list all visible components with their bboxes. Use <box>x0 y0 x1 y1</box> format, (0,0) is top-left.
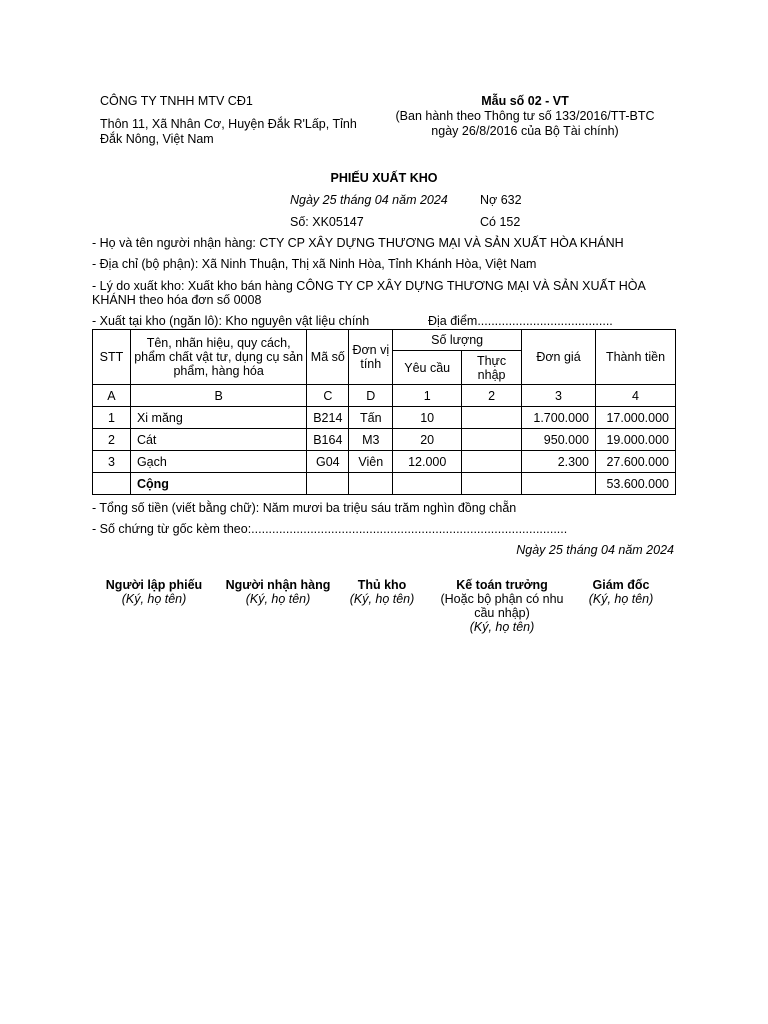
total-in-words: - Tổng số tiền (viết bằng chữ): Năm mươi ba triệu sáu trăm nghìn đồng chẵn <box>92 501 517 515</box>
cell-unit: Viên <box>349 451 393 473</box>
cell-stt: 2 <box>93 429 131 451</box>
header-unit: Đơn vị tính <box>349 330 393 385</box>
signature-sub-note: (Hoặc bộ phận có nhu cầu nhập) <box>440 592 564 620</box>
total-label: Cộng <box>130 473 306 495</box>
signature-director <box>580 578 662 606</box>
form-header <box>380 94 670 139</box>
cell-amount: 17.000.000 <box>595 407 675 429</box>
cell-qty-requested: 12.000 <box>393 451 462 473</box>
signature-role: Người nhận hàng <box>225 578 331 592</box>
address-line: - Địa chỉ (bộ phận): Xã Ninh Thuận, Thị xã Ninh Hòa, Tỉnh Khánh Hòa, Việt Nam <box>92 257 537 271</box>
goods-table <box>92 329 676 495</box>
cell-stt: 3 <box>93 451 131 473</box>
receiver-line: - Họ và tên người nhận hàng: CTY CP XÂY DỰNG THƯƠNG MẠI VÀ SẢN XUẤT HÒA KHÁNH <box>92 236 624 250</box>
form-regulation-date: ngày 26/8/2016 của Bộ Tài chính) <box>431 124 619 138</box>
cell-unit-price: 1.700.000 <box>522 407 596 429</box>
document-number: Số: XK05147 <box>290 215 364 229</box>
form-regulation: (Ban hành theo Thông tư số 133/2016/TT-BTC <box>395 109 655 123</box>
signature-note: (Ký, họ tên) <box>245 592 311 606</box>
index-cell: 2 <box>462 385 522 407</box>
cell-stt: 1 <box>93 407 131 429</box>
total-amount: 53.600.000 <box>595 473 675 495</box>
signing-date: Ngày 25 tháng 04 năm 2024 <box>516 543 674 557</box>
signature-storekeeper <box>342 578 422 606</box>
form-number: Mẫu số 02 - VT <box>481 94 569 108</box>
cell-unit: M3 <box>349 429 393 451</box>
signature-chief-accountant <box>432 578 572 634</box>
cell-item-name: Xi măng <box>130 407 306 429</box>
header-amount: Thành tiền <box>595 330 675 385</box>
document-title: PHIẾU XUẤT KHO <box>330 171 438 185</box>
cell-unit: Tấn <box>349 407 393 429</box>
signature-note: (Ký, họ tên) <box>588 592 654 606</box>
reason-line: - Lý do xuất kho: Xuất kho bán hàng CÔNG TY CP XÂY DỰNG THƯƠNG MẠI VÀ SẢN XUẤT HÒA KHÁNH theo hóa đơn số 0008 <box>92 279 646 307</box>
index-cell: 1 <box>393 385 462 407</box>
cell-item-name: Gạch <box>130 451 306 473</box>
index-cell: 3 <box>522 385 596 407</box>
cell-code: B164 <box>307 429 349 451</box>
cell-item-name: Cát <box>130 429 306 451</box>
table-header-row <box>93 330 676 351</box>
table-total-row <box>93 473 676 495</box>
cell-code: G04 <box>307 451 349 473</box>
table-row <box>93 451 676 473</box>
signature-note: (Ký, họ tên) <box>121 592 187 606</box>
signature-preparer <box>96 578 212 606</box>
cell-qty-requested: 10 <box>393 407 462 429</box>
credit-account: Có 152 <box>480 215 521 229</box>
warehouse-line <box>92 314 682 328</box>
cell-qty-actual <box>462 451 522 473</box>
index-cell: D <box>349 385 393 407</box>
cell-qty-requested: 20 <box>393 429 462 451</box>
document-date: Ngày 25 tháng 04 năm 2024 <box>290 193 448 207</box>
cell-unit-price: 950.000 <box>522 429 596 451</box>
table-row <box>93 429 676 451</box>
table-index-row <box>93 385 676 407</box>
header-item-name: Tên, nhãn hiệu, quy cách, phẩm chất vật tư, dụng cụ sản phẩm, hàng hóa <box>130 330 306 385</box>
cell-qty-actual <box>462 407 522 429</box>
index-cell: 4 <box>595 385 675 407</box>
signature-role: Người lập phiếu <box>105 578 203 592</box>
company-address: Thôn 11, Xã Nhân Cơ, Huyện Đắk R'Lấp, Tỉnh Đắk Nông, Việt Nam <box>100 117 357 146</box>
header-code: Mã số <box>307 330 349 385</box>
debit-account: Nợ 632 <box>480 193 522 207</box>
company-header <box>100 94 375 147</box>
cell-amount: 27.600.000 <box>595 451 675 473</box>
warehouse-text: - Xuất tại kho (ngăn lô): Kho nguyên vật liệu chính <box>92 314 370 328</box>
cell-code: B214 <box>307 407 349 429</box>
signature-role: Kế toán trưởng <box>456 578 548 592</box>
header-qty-actual: Thực nhập <box>462 351 522 385</box>
cell-amount: 19.000.000 <box>595 429 675 451</box>
attached-documents: - Số chứng từ gốc kèm theo:........................................................................................... <box>92 522 568 536</box>
signature-receiver <box>218 578 338 606</box>
cell-unit-price: 2.300 <box>522 451 596 473</box>
company-name: CÔNG TY TNHH MTV CĐ1 <box>100 94 253 108</box>
header-unit-price: Đơn giá <box>522 330 596 385</box>
index-cell: B <box>130 385 306 407</box>
cell-qty-actual <box>462 429 522 451</box>
header-quantity: Số lượng <box>393 330 522 351</box>
signature-note: (Ký, họ tên) <box>469 620 535 634</box>
table-row <box>93 407 676 429</box>
index-cell: A <box>93 385 131 407</box>
place-text: Địa điểm....................................... <box>428 314 613 328</box>
header-qty-requested: Yêu cầu <box>393 351 462 385</box>
signature-note: (Ký, họ tên) <box>349 592 415 606</box>
signature-role: Giám đốc <box>592 578 650 592</box>
index-cell: C <box>307 385 349 407</box>
signature-role: Thủ kho <box>357 578 407 592</box>
header-stt: STT <box>93 330 131 385</box>
